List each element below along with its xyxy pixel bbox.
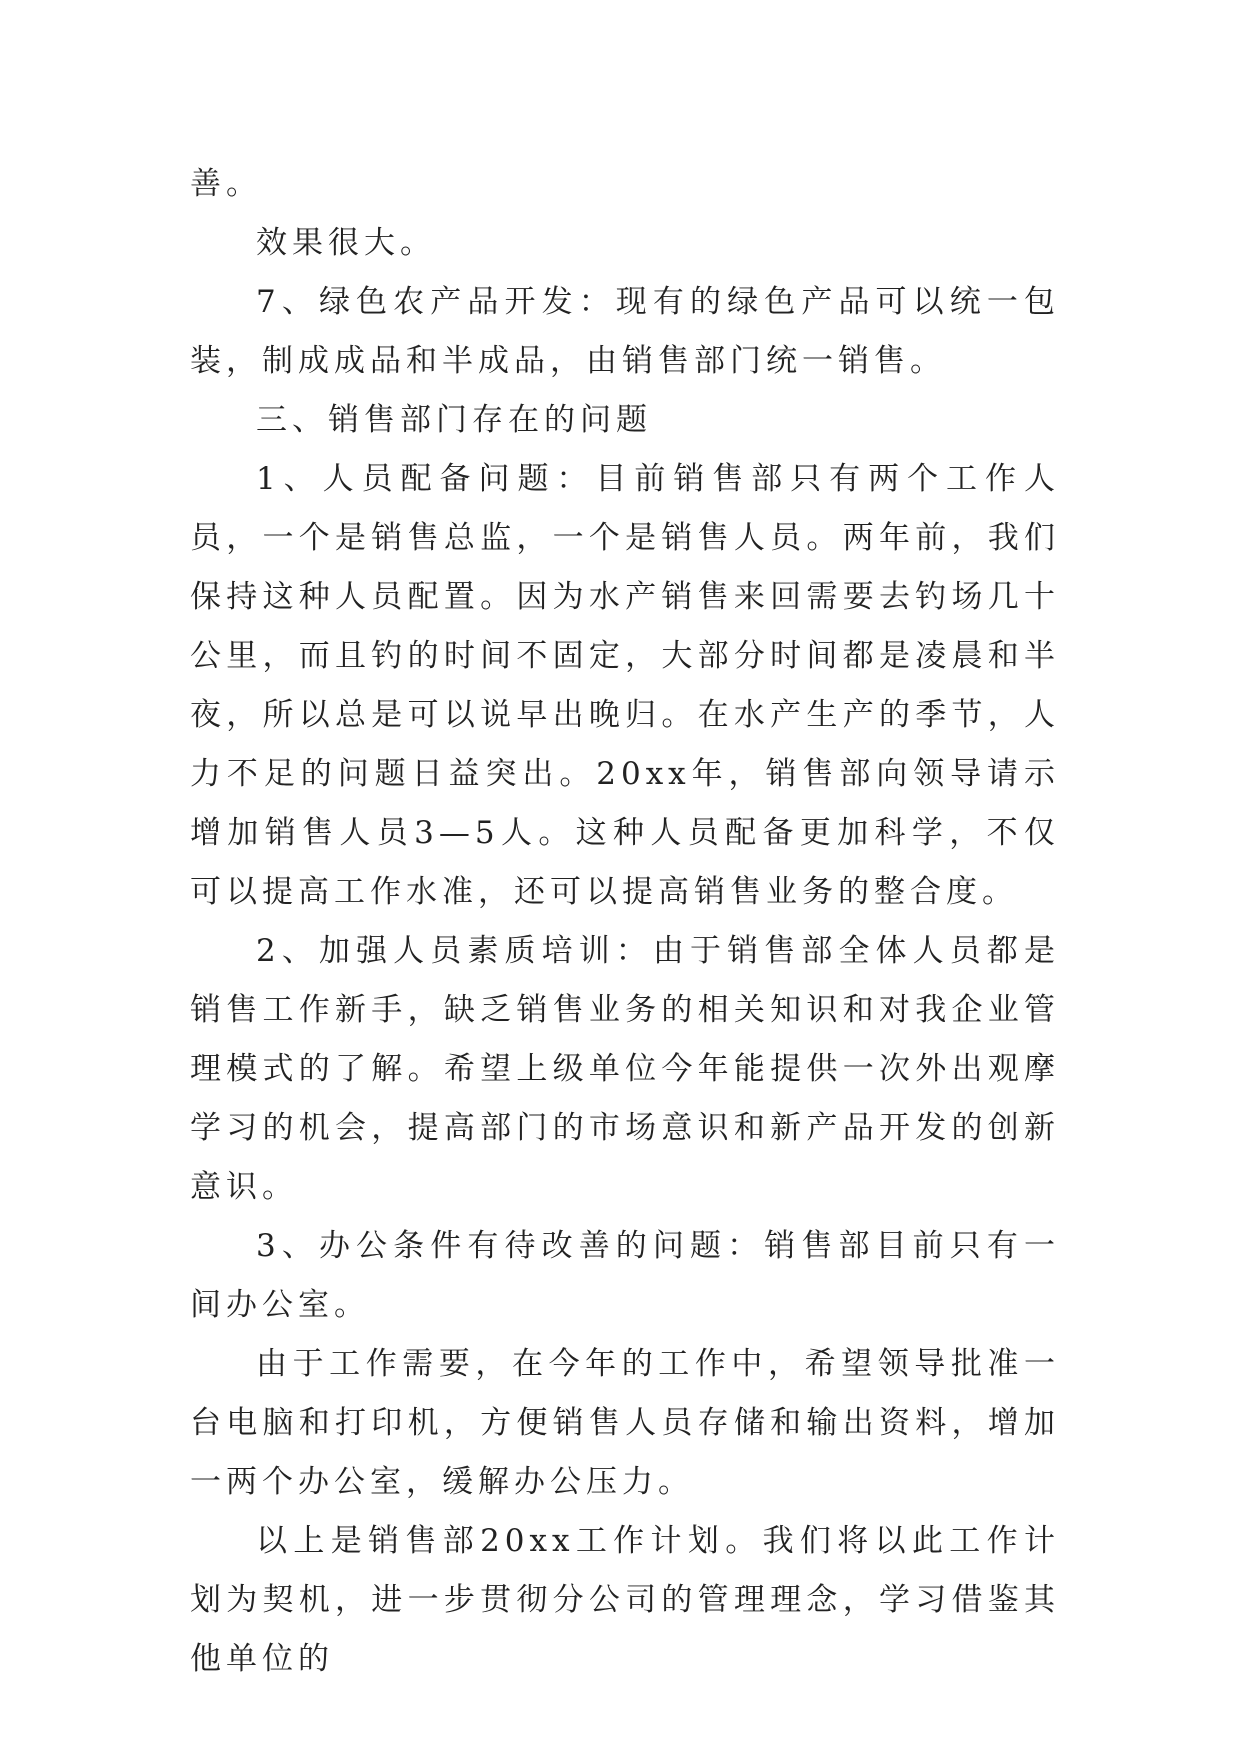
document-body [190, 155, 1060, 1689]
paragraph-equipment: 由于工作需要，在今年的工作中，希望领导批准一台电脑和打印机，方便销售人员存储和输出资料，增加一两个办公室，缓解办公压力。 [190, 1346, 1060, 1500]
paragraph-continuation: 善。 [190, 166, 262, 202]
paragraph-effect: 效果很大。 [256, 225, 436, 261]
paragraph-conclusion: 以上是销售部20xx工作计划。我们将以此工作计划为契机，进一步贯彻分公司的管理理念，学习借鉴其他单位的 [190, 1523, 1060, 1677]
paragraph-green-products: 7、绿色农产品开发：现有的绿色产品可以统一包装，制成成品和半成品，由销售部门统一销售。 [190, 284, 1060, 379]
paragraph-training: 2、加强人员素质培训：由于销售部全体人员都是销售工作新手，缺乏销售业务的相关知识和对我企业管理模式的了解。希望上级单位今年能提供一次外出观摩学习的机会，提高部门的市场意识和新产品开发的创新意识。 [190, 933, 1060, 1205]
paragraph-office-conditions: 3、办公条件有待改善的问题：销售部目前只有一间办公室。 [190, 1228, 1060, 1323]
section-heading-problems: 三、销售部门存在的问题 [256, 402, 652, 438]
paragraph-staffing: 1、人员配备问题：目前销售部只有两个工作人员，一个是销售总监，一个是销售人员。两年前，我们保持这种人员配置。因为水产销售来回需要去钓场几十公里，而且钓的时间不固定，大部分时间都是凌晨和半夜，所以总是可以说早出晚归。在水产生产的季节，人力不足的问题日益突出。20xx年，销售部向领导请示增加销售人员3—5人。这种人员配备更加科学，不仅可以提高工作水准，还可以提高销售业务的整合度。 [190, 461, 1060, 910]
